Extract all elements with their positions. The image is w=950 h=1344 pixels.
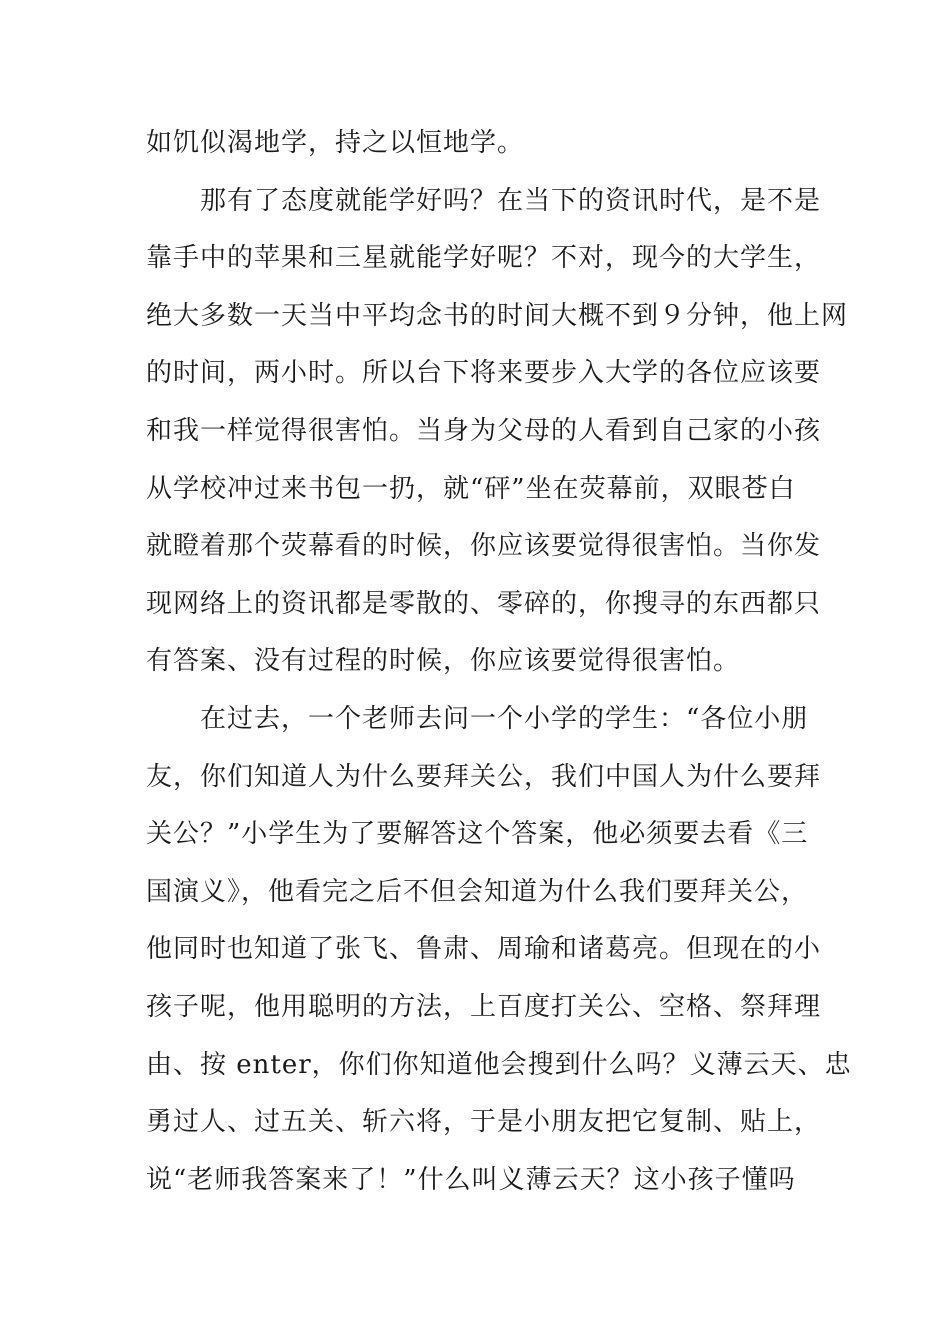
text-line-13: 关公？”小学生为了要解答这个答案，他必须要去看《三 bbox=[146, 819, 809, 850]
text-line-4: 绝大多数一天当中平均念书的时间大概不到９分钟，他上网 bbox=[146, 300, 849, 331]
text-line-2: 那有了态度就能学好吗？在当下的资讯时代，是不是 bbox=[200, 185, 822, 216]
text-line-7: 从学校冲过来书包一扔，就“砰”坐在荧幕前，双眼苍白 bbox=[146, 473, 796, 504]
text-line-11: 在过去，一个老师去问一个小学的学生：“各位小朋 bbox=[200, 703, 809, 734]
text-line-9: 现网络上的资讯都是零散的、零碎的，你搜寻的东西都只 bbox=[146, 588, 822, 619]
text-line-14: 国演义》，他看完之后不但会知道为什么我们要拜关公， bbox=[146, 876, 809, 907]
text-line-8: 就瞪着那个荧幕看的时候，你应该要觉得很害怕。当你发 bbox=[146, 531, 822, 562]
text-line-5: 的时间，两小时。所以台下将来要步入大学的各位应该要 bbox=[146, 358, 822, 389]
text-line-19: 说“老师我答案来了！”什么叫义薄云天？这小孩子懂吗 bbox=[146, 1164, 796, 1195]
body-text bbox=[146, 115, 852, 1209]
text-line-12: 友，你们知道人为什么要拜关公，我们中国人为什么要拜 bbox=[146, 761, 822, 792]
text-line-6: 和我一样觉得很害怕。当身为父母的人看到自己家的小孩 bbox=[146, 415, 822, 446]
text-line-3: 靠手中的苹果和三星就能学好呢？不对，现今的大学生， bbox=[146, 243, 822, 274]
text-line-16: 孩子呢，他用聪明的方法，上百度打关公、空格、祭拜理 bbox=[146, 991, 822, 1022]
text-line-10: 有答案、没有过程的时候，你应该要觉得很害怕。 bbox=[146, 646, 741, 677]
text-line-17: 由、按 enter，你们你知道他会搜到什么吗？义薄云天、忠 bbox=[146, 1049, 852, 1080]
text-line-1: 如饥似渴地学，持之以恒地学。 bbox=[146, 128, 525, 158]
text-line-15: 他同时也知道了张飞、鲁肃、周瑜和诸葛亮。但现在的小 bbox=[146, 934, 822, 965]
text-line-18: 勇过人、过五关、斩六将，于是小朋友把它复制、贴上， bbox=[146, 1107, 822, 1138]
